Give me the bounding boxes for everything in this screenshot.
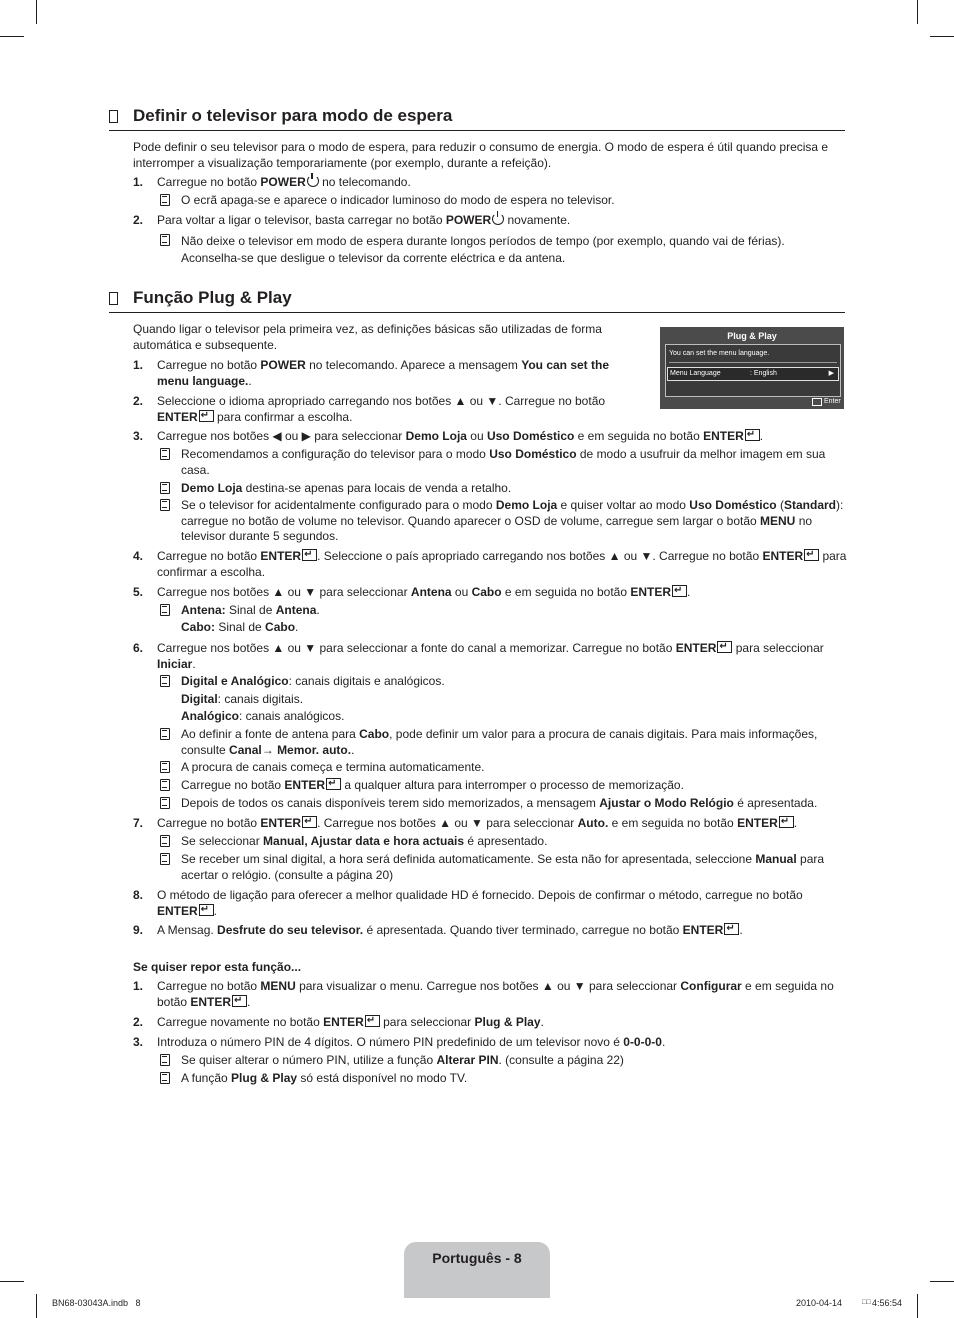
plug-step-9: A Mensag. Desfrute do seu televisor. é apresentada. Quando tiver terminado, carregue no botão ENTER↵ . <box>157 923 847 939</box>
note-icon <box>157 727 175 741</box>
osd-divider <box>669 362 837 363</box>
note-icon <box>157 796 175 810</box>
osd-message: You can set the menu language. <box>669 350 770 357</box>
print-slug-time-prefix: □□ <box>862 1299 871 1306</box>
standby-step-1: Carregue no botão POWER no telecomando. <box>157 175 411 189</box>
osd-row-label: Menu Language <box>670 370 721 377</box>
standby-step-2: Para voltar a ligar o televisor, basta carregar no botão POWER novamente. <box>157 213 571 227</box>
plug-step-3-note-3: Se o televisor for acidentalmente configurado para o modo Demo Loja e quiser voltar ao modo Uso Doméstico (Standard): carregue no botão de volume no televisor. Quando aparecer o OSD de volume, carregue sem largar o botão MENU no televisor durante 5 segundos. <box>181 498 844 543</box>
plug-step-1: Carregue no botão POWER no telecomando. Aparece a mensagem You can set the menu language.. <box>157 358 610 388</box>
crop-mark <box>930 36 954 37</box>
crop-mark <box>0 1281 24 1282</box>
enter-icon <box>745 429 760 441</box>
step-number: 9. <box>133 923 144 937</box>
step-number: 3. <box>133 1035 144 1049</box>
plug-play-osd <box>660 327 844 409</box>
plug-step-6: Carregue nos botões ▲ ou ▼ para seleccionar a fonte do canal a memorizar. Carregue no botão ENTER↵ para seleccionar Iniciar. <box>157 641 847 672</box>
print-slug-time: 4:56:54 <box>872 1298 903 1308</box>
crop-mark <box>36 0 37 24</box>
note-icon <box>157 603 175 617</box>
enter-icon <box>365 1015 380 1027</box>
page-number-tab <box>404 1242 550 1298</box>
step-number: 2. <box>133 213 144 227</box>
note-icon <box>157 778 175 792</box>
enter-icon <box>302 549 317 561</box>
step-number: 6. <box>133 641 144 655</box>
step-number: 5. <box>133 585 144 599</box>
section-title: Definir o televisor para modo de espera <box>133 106 453 125</box>
standby-note-1: O ecrã apaga-se e aparece o indicador luminoso do modo de espera no televisor. <box>181 193 615 207</box>
page-number: Português - 8 <box>432 1250 522 1266</box>
step-number: 1. <box>133 175 144 189</box>
crop-mark <box>0 36 24 37</box>
plug-step-7: Carregue no botão ENTER↵ . Carregue nos botões ▲ ou ▼ para seleccionar Auto. e em seguida no botão ENTER↵ . <box>157 816 847 832</box>
crop-mark <box>917 1294 918 1318</box>
note-icon <box>157 1071 175 1085</box>
crop-mark <box>917 0 918 24</box>
print-slug-file: BN68-03043A.indb 8 <box>52 1298 141 1308</box>
section-header-plug-play <box>109 288 845 313</box>
arrow-right-icon: ▶ <box>828 370 834 377</box>
note-icon <box>157 481 175 495</box>
enter-icon <box>804 549 819 561</box>
enter-icon <box>232 995 247 1007</box>
step-number: 8. <box>133 888 144 902</box>
note-icon <box>157 498 175 512</box>
enter-icon <box>672 585 687 597</box>
reset-step-3: Introduza o número PIN de 4 dígitos. O número PIN predefinido de um televisor novo é 0-0-0-0. <box>157 1035 666 1049</box>
standby-note-2: Não deixe o televisor em modo de espera durante longos períodos de tempo (por exemplo, quando vai de férias). Aconselha-se que desligue o televisor da corrente eléctrica e da antena. <box>181 234 785 265</box>
power-icon <box>492 213 504 225</box>
note-icon <box>157 193 175 207</box>
note-icon <box>157 233 175 247</box>
enter-icon <box>199 904 214 916</box>
note-icon <box>157 1053 175 1067</box>
osd-menu-language-row[interactable] <box>667 367 839 381</box>
step-number: 1. <box>133 358 144 372</box>
osd-title: Plug & Play <box>727 331 777 341</box>
plug-step-6-note-1-analog: Analógico: canais analógicos. <box>181 709 345 723</box>
plug-step-3-note-1: Recomendamos a configuração do televisor para o modo Uso Doméstico de modo a usufruir da melhor imagem em sua casa. <box>181 447 826 477</box>
note-icon <box>157 674 175 688</box>
section-bullet-icon <box>109 292 118 305</box>
step-number: 4. <box>133 549 144 563</box>
enter-icon <box>724 923 739 935</box>
plug-step-4: Carregue no botão ENTER↵ . Seleccione o país apropriado carregando nos botões ▲ ou ▼. Carregue no botão ENTER↵ para confirmar a escolha. <box>157 549 847 580</box>
note-icon <box>157 760 175 774</box>
plug-step-5: Carregue nos botões ▲ ou ▼ para seleccionar Antena ou Cabo e em seguida no botão ENTER↵ . <box>157 585 847 601</box>
note-icon <box>157 447 175 461</box>
plug-step-6-note-3: A procura de canais começa e termina automaticamente. <box>181 760 485 774</box>
section-bullet-icon <box>109 110 118 123</box>
step-number: 3. <box>133 429 144 443</box>
osd-row-value: : English <box>750 370 777 377</box>
standby-intro: Pode definir o seu televisor para o modo de espera, para reduzir o consumo de energia. O modo de espera é útil quando precisa e interromper a visualização temporariamente (por exemplo, durante a refeição). <box>133 140 829 170</box>
crop-mark <box>930 1281 954 1282</box>
plug-step-6-note-4: Carregue no botão ENTER↵ a qualquer altura para interromper o processo de memorização. <box>181 778 845 794</box>
step-number: 1. <box>133 979 144 993</box>
plug-step-7-note-2: Se receber um sinal digital, a hora será definida automaticamente. Se esta não for apresentada, seleccione Manual para acertar o relógio. (consulte a página 20) <box>181 852 825 882</box>
enter-icon <box>199 410 214 422</box>
print-slug-date: 2010-04-14 <box>796 1298 843 1308</box>
plug-step-2: Seleccione o idioma apropriado carregando nos botões ▲ ou ▼. Carregue no botão ENTER↵ para confirmar a escolha. <box>157 394 627 425</box>
plug-step-6-note-1-digital: Digital: canais digitais. <box>181 692 304 706</box>
plug-step-3-note-2: Demo Loja destina-se apenas para locais de venda a retalho. <box>181 481 512 495</box>
plug-step-8: O método de ligação para oferecer a melhor qualidade HD é fornecido. Depois de confirmar o método, carregue no botão ENTER↵ . <box>157 888 837 919</box>
enter-icon <box>717 641 732 653</box>
enter-icon <box>326 778 341 790</box>
power-icon <box>307 175 319 187</box>
reset-step-2: Carregue novamente no botão ENTER↵ para seleccionar Plug & Play. <box>157 1015 847 1031</box>
plug-step-5-note-1-cont: Cabo: Sinal de Cabo. <box>181 620 299 634</box>
plug-step-6-note-5: Depois de todos os canais disponíveis terem sido memorizados, a mensagem Ajustar o Modo Relógio é apresentada. <box>181 796 818 810</box>
enter-icon <box>302 816 317 828</box>
plug-step-6-note-2: Ao definir a fonte de antena para Cabo, pode definir um valor para a procura de canais digitais. Para mais informações, consulte Canal→ Memor. auto.. <box>181 727 818 757</box>
osd-enter-label: Enter <box>824 398 841 405</box>
step-number: 7. <box>133 816 144 830</box>
enter-icon <box>779 816 794 828</box>
enter-icon <box>812 398 822 406</box>
plug-intro: Quando ligar o televisor pela primeira vez, as definições básicas são utilizadas de forma automática e subsequente. <box>133 322 602 352</box>
plug-step-5-note-1: Antena: Sinal de Antena. <box>181 603 320 617</box>
reset-step-1: Carregue no botão MENU para visualizar o menu. Carregue nos botões ▲ ou ▼ para seleccionar Configurar e em seguida no botão ENTER↵ . <box>157 979 847 1010</box>
section-title: Função Plug & Play <box>133 288 292 307</box>
note-icon <box>157 852 175 866</box>
reset-step-3-note-1: Se quiser alterar o número PIN, utilize a função Alterar PIN. (consulte a página 22) <box>181 1053 624 1067</box>
reset-heading: Se quiser repor esta função... <box>133 960 302 974</box>
reset-step-3-note-2: A função Plug & Play só está disponível no modo TV. <box>181 1071 468 1085</box>
step-number: 2. <box>133 1015 144 1029</box>
plug-step-7-note-1: Se seleccionar Manual, Ajustar data e hora actuais é apresentado. <box>181 834 548 848</box>
osd-panel <box>665 344 841 397</box>
section-header-standby <box>109 106 845 131</box>
crop-mark <box>36 1294 37 1318</box>
note-icon <box>157 834 175 848</box>
plug-step-6-note-1: Digital e Analógico: canais digitais e analógicos. <box>181 674 445 688</box>
plug-step-3: Carregue nos botões ◀ ou ▶ para seleccionar Demo Loja ou Uso Doméstico e em seguida no botão ENTER↵ . <box>157 429 847 445</box>
step-number: 2. <box>133 394 144 408</box>
